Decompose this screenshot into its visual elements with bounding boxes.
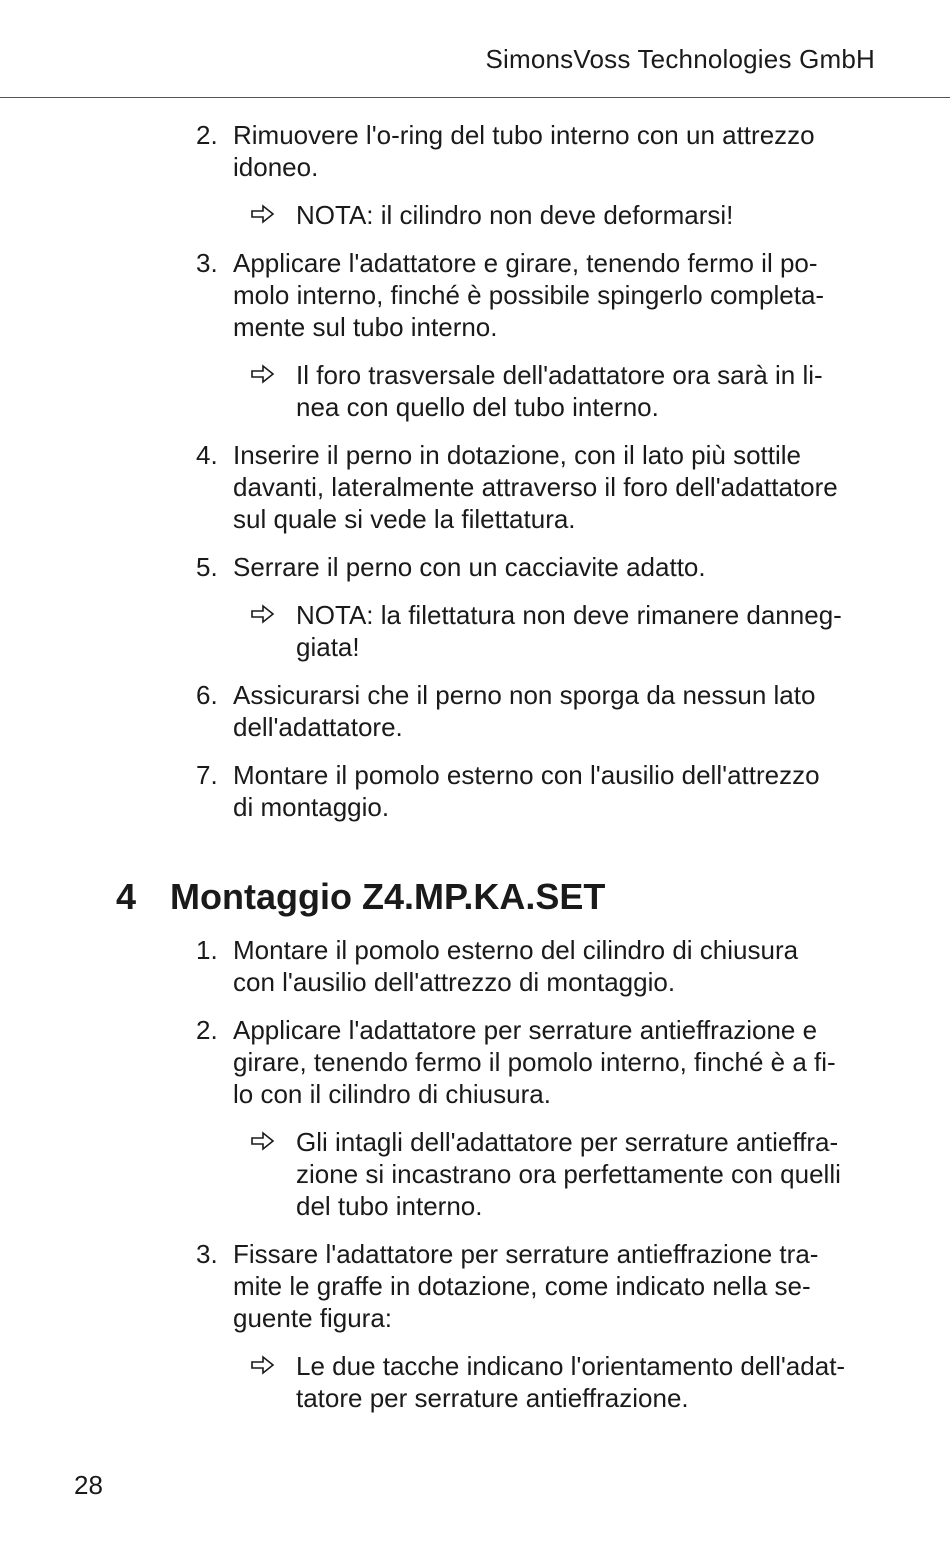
step-text (233, 759, 820, 823)
step-number: 5. (196, 552, 218, 582)
step-number: 4. (196, 440, 218, 470)
step-text (233, 1238, 818, 1334)
text-line: Gli intagli dell'adattatore per serrature antieffra- (296, 1127, 839, 1157)
text-line: Il foro trasversale dell'adattatore ora sarà in li- (296, 360, 823, 390)
text-line: di montaggio. (233, 792, 390, 822)
result-arrow-icon (250, 1131, 276, 1151)
text-line: tatore per serrature antieffrazione. (296, 1383, 689, 1413)
step-text (233, 551, 706, 583)
result-arrow-icon (250, 604, 276, 624)
text-line: Applicare l'adattatore per serrature antieffrazione e (233, 1015, 818, 1045)
text-line: NOTA: il cilindro non deve deformarsi! (296, 200, 734, 230)
text-line: Le due tacche indicano l'orientamento dell'adat- (296, 1351, 846, 1381)
text-line: girare, tenendo fermo il pomolo interno, finché è a fi- (233, 1047, 836, 1077)
text-line: mite le graffe in dotazione, come indicato nella se- (233, 1271, 811, 1301)
text-line: zione si incastrano ora perfettamente con quelli (296, 1159, 841, 1189)
text-line: Montare il pomolo esterno del cilindro di chiusura (233, 935, 799, 965)
result-text (296, 199, 733, 231)
step-number: 3. (196, 1239, 218, 1269)
text-line: nea con quello del tubo interno. (296, 392, 659, 422)
result-text (296, 1126, 841, 1222)
result-arrow-icon (250, 1355, 276, 1375)
result-arrow-icon (250, 204, 276, 224)
step-text (233, 439, 838, 535)
step-text (233, 679, 815, 743)
step-number: 6. (196, 680, 218, 710)
section-title: Montaggio Z4.MP.KA.SET (170, 876, 606, 917)
text-line: guente figura: (233, 1303, 393, 1333)
text-line: davanti, lateralmente attraverso il foro dell'adattatore (233, 472, 838, 502)
text-line: molo interno, finché è possibile spingerlo completa- (233, 280, 825, 310)
text-line: Applicare l'adattatore e girare, tenendo fermo il po- (233, 248, 818, 278)
header-company-name: SimonsVoss Technologies GmbH (485, 44, 875, 74)
step-number: 3. (196, 248, 218, 278)
step-text (233, 119, 815, 183)
step-number: 7. (196, 760, 218, 790)
text-line: Rimuovere l'o-ring del tubo interno con un attrezzo (233, 120, 815, 150)
text-line: giata! (296, 632, 360, 662)
result-text (296, 1350, 845, 1414)
text-line: idoneo. (233, 152, 319, 182)
page-number: 28 (74, 1470, 103, 1500)
text-line: lo con il cilindro di chiusura. (233, 1079, 551, 1109)
step-text (233, 934, 798, 998)
text-line: Inserire il perno in dotazione, con il lato più sottile (233, 440, 801, 470)
text-line: dell'adattatore. (233, 712, 403, 742)
text-line: Montare il pomolo esterno con l'ausilio dell'attrezzo (233, 760, 820, 790)
text-line: Serrare il perno con un cacciavite adatto. (233, 552, 706, 582)
section-number: 4 (116, 876, 137, 917)
result-text (296, 599, 842, 663)
text-line: sul quale si vede la filettatura. (233, 504, 576, 534)
result-text (296, 359, 823, 423)
step-number: 1. (196, 935, 218, 965)
header-divider (0, 97, 950, 98)
text-line: Fissare l'adattatore per serrature antieffrazione tra- (233, 1239, 819, 1269)
text-line: del tubo interno. (296, 1191, 483, 1221)
text-line: mente sul tubo interno. (233, 312, 498, 342)
step-number: 2. (196, 120, 218, 150)
step-text (233, 247, 824, 343)
text-line: Assicurarsi che il perno non sporga da nessun lato (233, 680, 816, 710)
step-text (233, 1014, 836, 1110)
text-line: NOTA: la filettatura non deve rimanere danneg- (296, 600, 842, 630)
text-line: con l'ausilio dell'attrezzo di montaggio. (233, 967, 676, 997)
result-arrow-icon (250, 364, 276, 384)
step-number: 2. (196, 1015, 218, 1045)
